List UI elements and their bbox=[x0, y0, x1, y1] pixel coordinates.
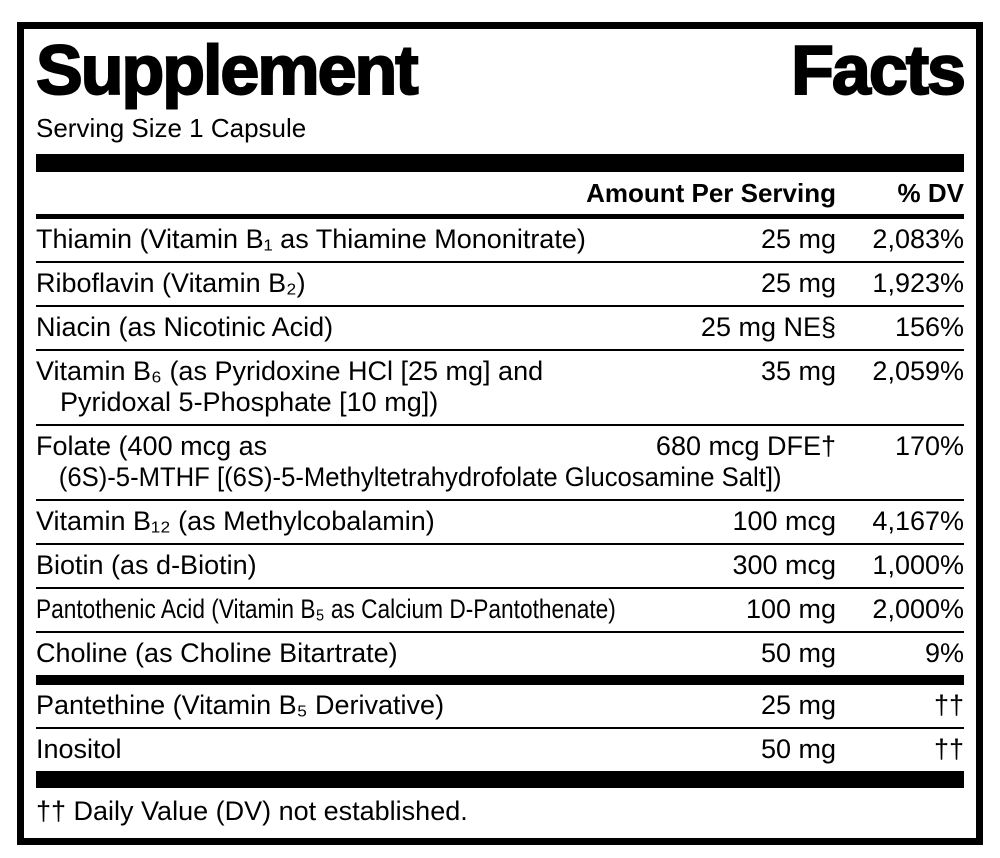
table-row bbox=[36, 305, 964, 349]
table-row bbox=[36, 261, 964, 305]
table-row bbox=[36, 349, 964, 424]
row-name-continued: Pyridoxal 5-Phosphate [10 mg]) bbox=[60, 387, 439, 418]
row-name: Vitamin B₁₂ (as Methylcobalamin) bbox=[36, 506, 435, 537]
nutrient-table-main bbox=[36, 219, 964, 675]
row-amount: 25 mg bbox=[760, 224, 836, 255]
row-name: Folate (400 mcg as bbox=[36, 431, 268, 462]
row-amount: 25 mg bbox=[760, 268, 836, 299]
row-name: Niacin (as Nicotinic Acid) bbox=[36, 312, 334, 343]
amount-per-serving-header: Amount Per Serving bbox=[586, 178, 836, 209]
table-row bbox=[36, 219, 964, 261]
table-row bbox=[36, 685, 964, 727]
nutrient-table-other bbox=[36, 685, 964, 771]
row-dv: 4,167% bbox=[872, 506, 964, 537]
row-dv: 9% bbox=[924, 638, 964, 669]
row-amount: 300 mcg bbox=[732, 550, 836, 581]
label-title: Supplement Facts bbox=[36, 31, 964, 109]
percent-dv-header: % DV bbox=[897, 178, 964, 209]
row-dv: 2,059% bbox=[872, 356, 964, 387]
column-header-row bbox=[36, 172, 964, 214]
row-amount: 35 mg bbox=[760, 356, 836, 387]
table-row bbox=[36, 424, 964, 499]
row-amount: 680 mcg DFE† bbox=[655, 431, 836, 462]
row-dv: †† bbox=[933, 690, 964, 721]
row-amount: 100 mcg bbox=[732, 506, 836, 537]
row-dv: 2,000% bbox=[872, 594, 964, 625]
serving-size: Serving Size 1 Capsule bbox=[36, 113, 307, 144]
row-name: Biotin (as d-Biotin) bbox=[36, 550, 257, 581]
divider-bar-bottom bbox=[36, 771, 964, 788]
row-dv: 170% bbox=[894, 431, 964, 462]
row-name: Pantethine (Vitamin B₅ Derivative) bbox=[36, 690, 445, 721]
table-row bbox=[36, 587, 964, 631]
row-dv: 1,000% bbox=[872, 550, 964, 581]
row-amount: 50 mg bbox=[760, 638, 836, 669]
table-row bbox=[36, 543, 964, 587]
supplement-facts-label bbox=[17, 22, 983, 845]
row-dv: 156% bbox=[894, 312, 964, 343]
divider-bar-middle bbox=[36, 675, 964, 685]
row-dv: 1,923% bbox=[872, 268, 964, 299]
row-amount: 100 mg bbox=[745, 594, 836, 625]
table-row bbox=[36, 727, 964, 771]
row-name: Riboflavin (Vitamin B₂) bbox=[36, 268, 306, 299]
row-name-continued: (6S)-5-MTHF [(6S)-5-Methyltetrahydrofolate Glucosamine Salt]) bbox=[58, 462, 782, 493]
row-amount: 25 mg NE§ bbox=[700, 312, 836, 343]
daily-value-footnote: †† Daily Value (DV) not established. bbox=[36, 796, 468, 827]
row-amount: 50 mg bbox=[760, 734, 836, 765]
row-name: Choline (as Choline Bitartrate) bbox=[36, 638, 398, 669]
row-dv: 2,083% bbox=[872, 224, 964, 255]
row-name: Thiamin (Vitamin B₁ as Thiamine Mononitrate) bbox=[36, 224, 586, 255]
row-dv: †† bbox=[933, 734, 964, 765]
table-row bbox=[36, 631, 964, 675]
row-name: Pantothenic Acid (Vitamin B₅ as Calcium D-Pantothenate) bbox=[36, 594, 616, 625]
row-name: Inositol bbox=[36, 734, 122, 765]
divider-bar-top bbox=[36, 154, 964, 172]
table-row bbox=[36, 499, 964, 543]
row-name: Vitamin B₆ (as Pyridoxine HCl [25 mg] and bbox=[36, 356, 544, 387]
row-amount: 25 mg bbox=[760, 690, 836, 721]
